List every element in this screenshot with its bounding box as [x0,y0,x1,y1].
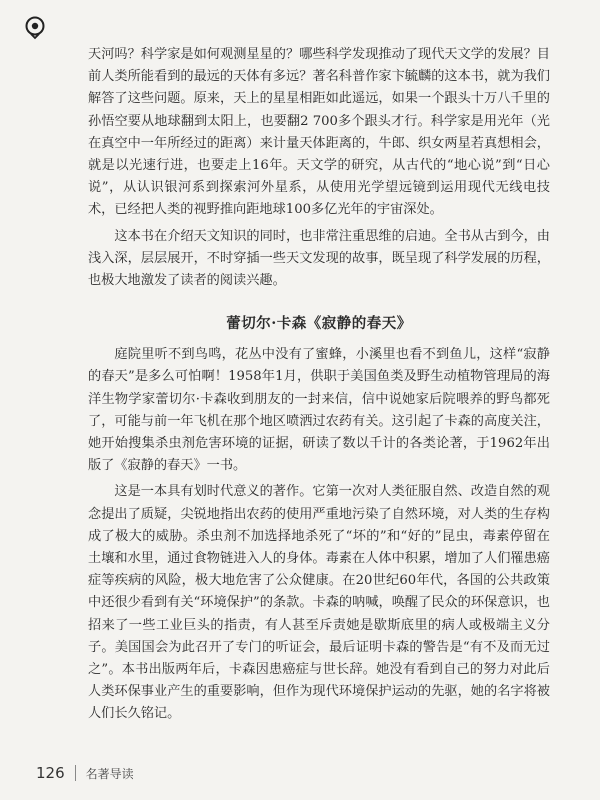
page-body [88,44,550,726]
page-footer [36,764,134,782]
publisher-logo-icon [22,14,48,40]
paragraph-silent-spring-intro: 庭院里听不到鸟鸣，花丛中没有了蜜蜂，小溪里也看不到鱼儿，这样“寂静的春天”是多么可怕啊！1958年1月，供职于美国鱼类及野生动植物管理局的海洋生物学家蕾切尔·卡森收到朋友的一封来信，信中说她家后院喂养的野鸟都死了，可能与前一年飞机在那个地区喷洒过农药有关。这引起了卡森的高度关注，她开始搜集杀虫剂危害环境的证据，研读了数以千计的各类论著，于1962年出版了《寂静的春天》一书。 [88,347,550,474]
footer-divider [75,765,76,781]
paragraph-intro-continued: 天河吗？科学家是如何观测星星的？哪些科学发现推动了现代天文学的发展？目前人类所能看到的最远的天体有多远？著名科普作家卞毓麟的这本书，就为我们解答了这些问题。原来，天上的星星相距如此遥远，如果一个跟头十万八千里的孙悟空要从地球翻到太阳上，也要翻2 700多个跟头才行。科学家是用光年（光在真空中一年所经过的距离）来计量天体距离的，牛郎、织女两星若真想相会，就是以光速行进，也要走上16年。天文学的研究，从古代的“地心说”到“日心说”，从认识银河系到探索河外星系，从使用光学望远镜到运用现代无线电技术，已经把人类的视野推向距地球100多亿光年的宇宙深处。 [88,47,550,218]
section-title: 蕾切尔·卡森《寂静的春天》 [226,315,412,333]
paragraph-book-summary: 这本书在介绍天文知识的同时，也非常注重思维的启迪。全书从古到今，由浅入深，层层展开，不时穿插一些天文发现的故事，既呈现了科学发展的历程，也极大地激发了读者的阅读兴趣。 [88,228,550,289]
footer-book-label: 名著导读 [85,766,134,781]
paragraph-silent-spring-impact: 这是一本具有划时代意义的著作。它第一次对人类征服自然、改造自然的观念提出了质疑，尖锐地指出农药的使用严重地污染了自然环境，对人类的生存构成了极大的威胁。杀虫剂不加选择地杀死了“坏的”和“好的”昆虫，毒素停留在土壤和水里，通过食物链进入人的身体。毒素在人体中积累，增加了人们罹患癌症等疾病的风险，极大地危害了公众健康。在20世纪60年代，各国的公共政策中还很少看到有关“环境保护”的条款。卡森的呐喊，唤醒了民众的环保意识，也招来了一些工业巨头的指责，有人甚至斥责她是歇斯底里的病人或极端主义分子。美国国会为此召开了专门的听证会，最后证明卡森的警告是“有不及而无过之”。本书出版两年后，卡森因患癌症与世长辞。她没有看到自己的努力对此后人类环保事业产生的重要影响，但作为现代环境保护运动的先驱，她的名字将被人们长久铭记。 [88,484,550,722]
page-number: 126 [36,764,65,782]
